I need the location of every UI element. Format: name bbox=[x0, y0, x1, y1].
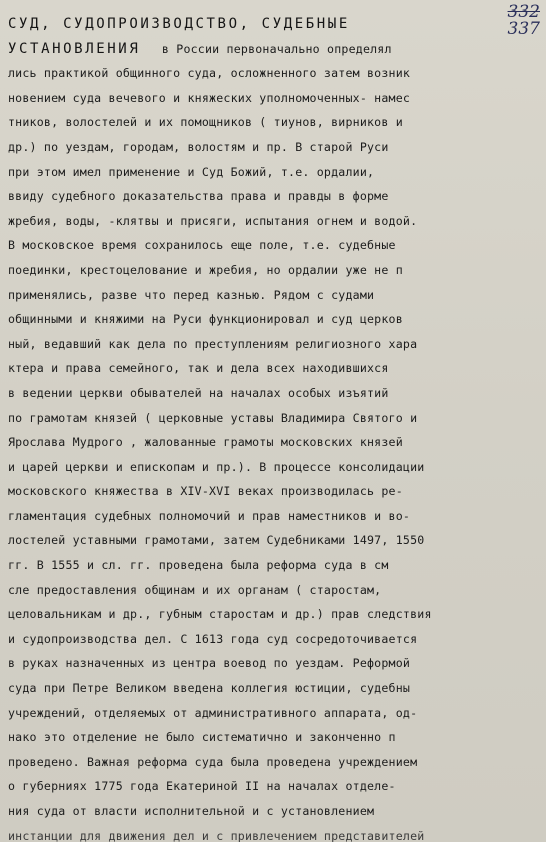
text-line-30: проведено. Важная реформа суда была проведена учреждением bbox=[8, 754, 418, 769]
text-line-31: о губерниях 1775 года Екатериной II на началах отделе- bbox=[8, 779, 396, 794]
text-line-8: жребия, воды, -клятвы и присяги, испытания огнем и водой. bbox=[8, 213, 418, 228]
text-line-22: гг. В 1555 и сл. гг. проведена была реформа суда в см bbox=[8, 558, 389, 573]
text-line-5: др.) по уездам, городам, волостям и пр. В старой Руси bbox=[8, 139, 389, 154]
text-line-24: целовальникам и др., губным старостам и др.) прав следствия bbox=[8, 607, 432, 622]
text-line-33: инстанции для движения дел и с привлечением представителей bbox=[8, 828, 425, 842]
text-line-1 bbox=[8, 37, 520, 62]
text-line-11: применялись, разве что перед казнью. Рядом с судами bbox=[8, 287, 375, 302]
text-line-17: Ярослава Мудрого , жалованные грамоты московских князей bbox=[8, 435, 403, 450]
page-number-crossed: 332 bbox=[507, 2, 540, 22]
text-line-20: гламентация судебных полномочий и прав наместников и во- bbox=[8, 508, 411, 523]
text-line-18: и царей церкви и епископам и пр.). В процессе консолидации bbox=[8, 459, 425, 474]
typewritten-text bbox=[8, 12, 520, 842]
text-line-26: в руках назначенных из центра воевод по уездам. Реформой bbox=[8, 656, 411, 671]
text-line-12: общинными и княжими на Руси функционировал и суд церков bbox=[8, 312, 403, 327]
text-line-2: лись практикой общинного суда, осложненного затем возник bbox=[8, 66, 411, 81]
page-number-current: 337 bbox=[507, 19, 540, 39]
text-line-28: учреждений, отделяемых от административного аппарата, од- bbox=[8, 705, 418, 720]
text-line-32: ния суда от власти исполнительной и с установлением bbox=[8, 804, 375, 818]
text-line-3: новением суда вечевого и княжеских уполномоченных- намес bbox=[8, 90, 411, 105]
text-line-7: ввиду судебного доказательства права и правды в форме bbox=[8, 189, 389, 204]
entry-heading: СУД, СУДОПРОИЗВОДСТВО, СУДЕБНЫЕ bbox=[8, 16, 350, 32]
text-line-1-body: в России первоначально определял bbox=[161, 41, 392, 56]
text-line-6: при этом имел применение и Суд Божий, т.е. ордалии, bbox=[8, 164, 375, 179]
text-line-16: по грамотам князей ( церковные уставы Владимира Святого и bbox=[8, 410, 418, 425]
text-line-9: В московское время сохранилось еще поле, т.е. судебные bbox=[8, 238, 396, 253]
text-line-21: лостелей уставными грамотами, затем Судебниками 1497, 1550 bbox=[8, 533, 425, 548]
text-line-10: поединки, крестоцелование и жребия, но ордалии уже не п bbox=[8, 262, 403, 277]
text-line-4: тников, волостелей и их помощников ( тиунов, вирников и bbox=[8, 115, 403, 130]
entry-heading-continued: УСТАНОВЛЕНИЯ bbox=[8, 40, 141, 57]
text-line-29: нако это отделение не было систематично и законченно п bbox=[8, 730, 396, 745]
text-line-14: ктера и права семейного, так и дела всех находившихся bbox=[8, 361, 389, 376]
text-line-15: в ведении церкви обывателей на началах особых изъятий bbox=[8, 385, 389, 400]
text-line-13: ный, ведавший как дела по преступлениям религиозного хара bbox=[8, 336, 418, 351]
text-line-27: суда при Петре Великом введена коллегия юстиции, судебны bbox=[8, 681, 411, 696]
text-line-25: и судопроизводства дел. С 1613 года суд сосредоточивается bbox=[8, 631, 418, 646]
text-line-19: московского княжества в XIV-XVI веках производилась ре- bbox=[8, 484, 403, 499]
text-line-23: сле предоставления общинам и их органам ( старостам, bbox=[8, 582, 382, 597]
